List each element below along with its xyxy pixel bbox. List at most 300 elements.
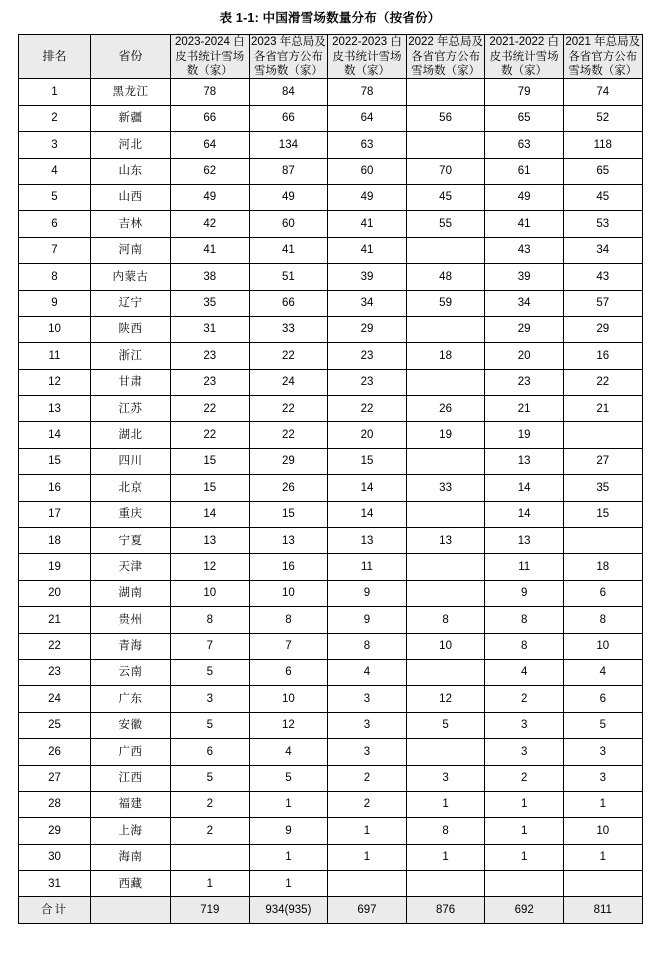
cell-2021-official [563,422,642,448]
cell-2021-official: 27 [563,448,642,474]
cell-rank: 1 [19,79,91,105]
cell-province: 青海 [91,633,171,659]
ski-resort-table [18,34,643,924]
cell-2021-official: 18 [563,554,642,580]
table-row [19,422,643,448]
cell-province: 新疆 [91,105,171,131]
table-row [19,475,643,501]
cell-2021-2022-whitepaper: 14 [485,501,564,527]
cell-total-2022-2023-whitepaper: 697 [328,897,407,924]
cell-2021-official: 1 [563,791,642,817]
cell-2023-2024-whitepaper: 62 [171,158,250,184]
cell-province: 安徽 [91,712,171,738]
cell-2022-official: 19 [406,422,485,448]
cell-2023-official: 1 [249,791,328,817]
cell-2022-official: 70 [406,158,485,184]
cell-rank: 5 [19,184,91,210]
cell-2021-official: 4 [563,659,642,685]
cell-2022-official: 48 [406,264,485,290]
cell-2022-2023-whitepaper: 4 [328,659,407,685]
table-row [19,791,643,817]
cell-2021-official: 21 [563,396,642,422]
cell-rank: 27 [19,765,91,791]
cell-2021-official: 35 [563,475,642,501]
cell-2023-2024-whitepaper: 1 [171,871,250,897]
table-row [19,844,643,870]
cell-2023-official: 22 [249,422,328,448]
cell-total-2021-official: 811 [563,897,642,924]
cell-2021-official: 16 [563,343,642,369]
cell-2021-2022-whitepaper: 2 [485,686,564,712]
cell-province: 天津 [91,554,171,580]
cell-province: 浙江 [91,343,171,369]
cell-2021-2022-whitepaper: 43 [485,237,564,263]
cell-2023-official: 7 [249,633,328,659]
cell-2021-2022-whitepaper: 49 [485,184,564,210]
cell-2021-official: 5 [563,712,642,738]
cell-province: 吉林 [91,211,171,237]
cell-province: 福建 [91,791,171,817]
cell-2021-2022-whitepaper: 13 [485,528,564,554]
table-caption: 表 1-1: 中国滑雪场数量分布（按省份） [219,11,441,25]
cell-2021-2022-whitepaper: 1 [485,844,564,870]
cell-2023-official: 1 [249,871,328,897]
cell-2022-official [406,580,485,606]
cell-province: 云南 [91,659,171,685]
cell-province: 河南 [91,237,171,263]
cell-province: 山东 [91,158,171,184]
cell-2021-2022-whitepaper: 29 [485,316,564,342]
column-header-province: 省份 [91,35,171,79]
cell-2023-2024-whitepaper: 22 [171,422,250,448]
cell-2023-official: 9 [249,818,328,844]
cell-2022-2023-whitepaper: 3 [328,686,407,712]
cell-2023-2024-whitepaper: 78 [171,79,250,105]
cell-2022-2023-whitepaper: 23 [328,343,407,369]
cell-2023-official: 51 [249,264,328,290]
cell-total-2022-official: 876 [406,897,485,924]
cell-2021-2022-whitepaper: 61 [485,158,564,184]
cell-2022-2023-whitepaper: 39 [328,264,407,290]
cell-2022-official: 8 [406,818,485,844]
cell-2023-official: 24 [249,369,328,395]
cell-2022-official: 1 [406,791,485,817]
cell-province: 广西 [91,739,171,765]
cell-rank: 4 [19,158,91,184]
cell-2022-2023-whitepaper: 3 [328,712,407,738]
cell-2022-official: 18 [406,343,485,369]
table-row [19,132,643,158]
cell-2022-2023-whitepaper: 8 [328,633,407,659]
table-row [19,396,643,422]
cell-2022-official: 55 [406,211,485,237]
cell-2023-2024-whitepaper: 3 [171,686,250,712]
cell-2023-official: 29 [249,448,328,474]
cell-2023-2024-whitepaper: 8 [171,607,250,633]
cell-rank: 9 [19,290,91,316]
cell-2021-2022-whitepaper: 1 [485,791,564,817]
cell-2023-2024-whitepaper: 22 [171,396,250,422]
cell-2022-official [406,79,485,105]
cell-2023-2024-whitepaper: 7 [171,633,250,659]
cell-2021-official: 43 [563,264,642,290]
cell-province: 湖南 [91,580,171,606]
cell-2023-official: 26 [249,475,328,501]
cell-2023-2024-whitepaper: 5 [171,765,250,791]
cell-2021-official: 29 [563,316,642,342]
cell-2022-2023-whitepaper: 23 [328,369,407,395]
table-row [19,712,643,738]
table-row [19,686,643,712]
cell-2022-2023-whitepaper: 1 [328,818,407,844]
cell-2023-official: 134 [249,132,328,158]
cell-2021-2022-whitepaper: 3 [485,739,564,765]
cell-2023-2024-whitepaper: 35 [171,290,250,316]
cell-2021-official: 10 [563,818,642,844]
table-row [19,343,643,369]
cell-rank: 23 [19,659,91,685]
cell-2023-2024-whitepaper: 31 [171,316,250,342]
cell-rank: 31 [19,871,91,897]
cell-rank: 28 [19,791,91,817]
cell-2022-official [406,448,485,474]
cell-2022-2023-whitepaper: 9 [328,607,407,633]
cell-2021-2022-whitepaper: 39 [485,264,564,290]
column-header-rank: 排名 [19,35,91,79]
cell-2022-official: 45 [406,184,485,210]
table-row [19,79,643,105]
cell-2023-official: 60 [249,211,328,237]
cell-province: 河北 [91,132,171,158]
cell-total-2023-2024-whitepaper: 719 [171,897,250,924]
cell-2021-2022-whitepaper: 2 [485,765,564,791]
cell-2021-2022-whitepaper [485,871,564,897]
cell-2023-2024-whitepaper: 10 [171,580,250,606]
cell-2022-2023-whitepaper: 9 [328,580,407,606]
cell-2022-2023-whitepaper: 41 [328,237,407,263]
cell-2023-2024-whitepaper: 38 [171,264,250,290]
cell-2023-2024-whitepaper: 14 [171,501,250,527]
cell-rank: 12 [19,369,91,395]
table-header [19,35,643,79]
cell-2022-2023-whitepaper: 63 [328,132,407,158]
cell-rank: 2 [19,105,91,131]
cell-2022-2023-whitepaper: 34 [328,290,407,316]
cell-rank: 10 [19,316,91,342]
cell-province: 辽宁 [91,290,171,316]
cell-2023-2024-whitepaper: 6 [171,739,250,765]
cell-total-2023-official: 934(935) [249,897,328,924]
cell-2022-2023-whitepaper: 1 [328,844,407,870]
cell-province: 江苏 [91,396,171,422]
cell-2021-2022-whitepaper: 20 [485,343,564,369]
cell-2023-official: 12 [249,712,328,738]
cell-2022-2023-whitepaper [328,871,407,897]
table-row [19,871,643,897]
cell-2021-official: 118 [563,132,642,158]
cell-2022-official [406,659,485,685]
cell-2023-official: 22 [249,343,328,369]
cell-2023-2024-whitepaper [171,844,250,870]
cell-2021-official: 6 [563,686,642,712]
cell-2023-official: 33 [249,316,328,342]
cell-total-province [91,897,171,924]
column-header-2022-2023-whitepaper: 2022-2023 白皮书统计雪场数（家） [328,35,407,79]
table-row [19,633,643,659]
cell-rank: 22 [19,633,91,659]
cell-province: 宁夏 [91,528,171,554]
cell-rank: 24 [19,686,91,712]
header-row [19,35,643,79]
cell-province: 北京 [91,475,171,501]
cell-2021-official: 53 [563,211,642,237]
cell-2022-official: 26 [406,396,485,422]
cell-2022-official [406,871,485,897]
table-row [19,818,643,844]
cell-province: 上海 [91,818,171,844]
cell-2022-2023-whitepaper: 29 [328,316,407,342]
cell-2021-2022-whitepaper: 9 [485,580,564,606]
cell-province: 西藏 [91,871,171,897]
cell-2021-official: 45 [563,184,642,210]
cell-province: 广东 [91,686,171,712]
cell-province: 内蒙古 [91,264,171,290]
cell-2022-official: 13 [406,528,485,554]
cell-2021-official: 1 [563,844,642,870]
cell-2023-2024-whitepaper: 13 [171,528,250,554]
cell-rank: 14 [19,422,91,448]
cell-2023-2024-whitepaper: 23 [171,343,250,369]
cell-2022-official: 1 [406,844,485,870]
cell-2021-official: 6 [563,580,642,606]
cell-total-2021-2022-whitepaper: 692 [485,897,564,924]
cell-province: 江西 [91,765,171,791]
cell-rank: 6 [19,211,91,237]
cell-rank: 26 [19,739,91,765]
cell-2022-2023-whitepaper: 49 [328,184,407,210]
cell-2022-official [406,132,485,158]
cell-province: 重庆 [91,501,171,527]
table-row [19,659,643,685]
cell-2023-official: 87 [249,158,328,184]
cell-2022-2023-whitepaper: 22 [328,396,407,422]
table-row [19,580,643,606]
column-header-2023-2024-whitepaper: 2023-2024 白皮书统计雪场数（家） [171,35,250,79]
cell-2023-2024-whitepaper: 15 [171,448,250,474]
cell-rank: 30 [19,844,91,870]
table-body [19,79,643,924]
cell-2022-official [406,369,485,395]
cell-2021-official [563,871,642,897]
cell-2021-official: 3 [563,739,642,765]
cell-rank: 29 [19,818,91,844]
cell-2022-2023-whitepaper: 2 [328,791,407,817]
table-row [19,528,643,554]
cell-2022-2023-whitepaper: 2 [328,765,407,791]
cell-2022-2023-whitepaper: 11 [328,554,407,580]
table-row [19,448,643,474]
table-total-row [19,897,643,924]
cell-2023-official: 6 [249,659,328,685]
cell-2021-official [563,528,642,554]
cell-2022-2023-whitepaper: 13 [328,528,407,554]
cell-2021-2022-whitepaper: 8 [485,607,564,633]
cell-2021-2022-whitepaper: 13 [485,448,564,474]
cell-2023-official: 5 [249,765,328,791]
cell-2022-2023-whitepaper: 3 [328,739,407,765]
cell-2022-official: 59 [406,290,485,316]
column-header-2023-official: 2023 年总局及各省官方公布雪场数（家） [251,36,326,77]
cell-2023-2024-whitepaper: 5 [171,712,250,738]
table-row [19,105,643,131]
table-row [19,607,643,633]
cell-2023-2024-whitepaper: 23 [171,369,250,395]
cell-2021-2022-whitepaper: 11 [485,554,564,580]
cell-province: 甘肃 [91,369,171,395]
table-row [19,184,643,210]
cell-2021-official: 3 [563,765,642,791]
cell-2022-official: 3 [406,765,485,791]
cell-2022-official: 12 [406,686,485,712]
column-header-2022-official: 2022 年总局及各省官方公布雪场数（家） [408,36,483,77]
cell-rank: 20 [19,580,91,606]
column-header-2021-2022-whitepaper: 2021-2022 白皮书统计雪场数（家） [485,35,564,79]
cell-2023-2024-whitepaper: 5 [171,659,250,685]
cell-2022-2023-whitepaper: 78 [328,79,407,105]
cell-2022-official: 10 [406,633,485,659]
cell-2021-official: 65 [563,158,642,184]
cell-province: 黑龙江 [91,79,171,105]
cell-rank: 11 [19,343,91,369]
cell-2021-official: 34 [563,237,642,263]
cell-2022-2023-whitepaper: 41 [328,211,407,237]
table-row [19,237,643,263]
cell-rank: 17 [19,501,91,527]
cell-2022-2023-whitepaper: 60 [328,158,407,184]
cell-rank: 25 [19,712,91,738]
cell-2022-official [406,554,485,580]
cell-total-label: 合计 [19,897,91,924]
cell-2021-2022-whitepaper: 8 [485,633,564,659]
table-row [19,158,643,184]
cell-2021-official: 15 [563,501,642,527]
cell-2023-official: 8 [249,607,328,633]
cell-2021-2022-whitepaper: 21 [485,396,564,422]
cell-rank: 21 [19,607,91,633]
cell-rank: 15 [19,448,91,474]
cell-2022-2023-whitepaper: 20 [328,422,407,448]
cell-2022-official [406,501,485,527]
cell-province: 四川 [91,448,171,474]
table-row [19,290,643,316]
cell-2022-official [406,237,485,263]
table-row [19,501,643,527]
cell-2021-2022-whitepaper: 19 [485,422,564,448]
cell-2023-2024-whitepaper: 12 [171,554,250,580]
table-row [19,554,643,580]
cell-2023-official: 10 [249,686,328,712]
cell-2022-official [406,316,485,342]
cell-2021-2022-whitepaper: 34 [485,290,564,316]
cell-province: 海南 [91,844,171,870]
cell-2023-official: 1 [249,844,328,870]
cell-2023-2024-whitepaper: 2 [171,818,250,844]
cell-rank: 3 [19,132,91,158]
cell-2023-official: 49 [249,184,328,210]
cell-2022-2023-whitepaper: 64 [328,105,407,131]
cell-2021-2022-whitepaper: 23 [485,369,564,395]
cell-2023-official: 13 [249,528,328,554]
table-row [19,739,643,765]
cell-2022-2023-whitepaper: 14 [328,501,407,527]
cell-2022-official: 56 [406,105,485,131]
cell-2021-official: 52 [563,105,642,131]
cell-2021-2022-whitepaper: 3 [485,712,564,738]
cell-2023-2024-whitepaper: 2 [171,791,250,817]
cell-2021-2022-whitepaper: 4 [485,659,564,685]
table-row [19,264,643,290]
cell-2023-official: 15 [249,501,328,527]
cell-2023-official: 66 [249,105,328,131]
table-row [19,765,643,791]
cell-2023-official: 10 [249,580,328,606]
cell-2023-official: 22 [249,396,328,422]
cell-2021-official: 8 [563,607,642,633]
cell-2022-2023-whitepaper: 15 [328,448,407,474]
cell-2023-2024-whitepaper: 49 [171,184,250,210]
cell-2021-official: 74 [563,79,642,105]
cell-province: 山西 [91,184,171,210]
cell-rank: 13 [19,396,91,422]
table-row [19,316,643,342]
table-row [19,211,643,237]
cell-2021-2022-whitepaper: 79 [485,79,564,105]
cell-2023-official: 84 [249,79,328,105]
cell-2023-official: 16 [249,554,328,580]
cell-2022-official: 8 [406,607,485,633]
cell-2021-2022-whitepaper: 1 [485,818,564,844]
cell-2021-official: 57 [563,290,642,316]
cell-2021-2022-whitepaper: 65 [485,105,564,131]
cell-rank: 16 [19,475,91,501]
cell-2021-official: 10 [563,633,642,659]
cell-2021-official: 22 [563,369,642,395]
cell-2021-2022-whitepaper: 63 [485,132,564,158]
cell-2023-2024-whitepaper: 66 [171,105,250,131]
cell-2022-official [406,739,485,765]
cell-2022-official: 33 [406,475,485,501]
cell-2023-2024-whitepaper: 41 [171,237,250,263]
cell-province: 湖北 [91,422,171,448]
cell-rank: 7 [19,237,91,263]
cell-2021-2022-whitepaper: 14 [485,475,564,501]
cell-rank: 19 [19,554,91,580]
cell-2023-2024-whitepaper: 42 [171,211,250,237]
cell-rank: 18 [19,528,91,554]
column-header-2021-official: 2021 年总局及各省官方公布雪场数（家） [565,36,641,77]
cell-2021-2022-whitepaper: 41 [485,211,564,237]
cell-2022-2023-whitepaper: 14 [328,475,407,501]
cell-2023-2024-whitepaper: 15 [171,475,250,501]
cell-rank: 8 [19,264,91,290]
cell-2023-official: 66 [249,290,328,316]
cell-2023-2024-whitepaper: 64 [171,132,250,158]
table-row [19,369,643,395]
cell-province: 贵州 [91,607,171,633]
cell-2023-official: 4 [249,739,328,765]
cell-2022-official: 5 [406,712,485,738]
cell-province: 陕西 [91,316,171,342]
